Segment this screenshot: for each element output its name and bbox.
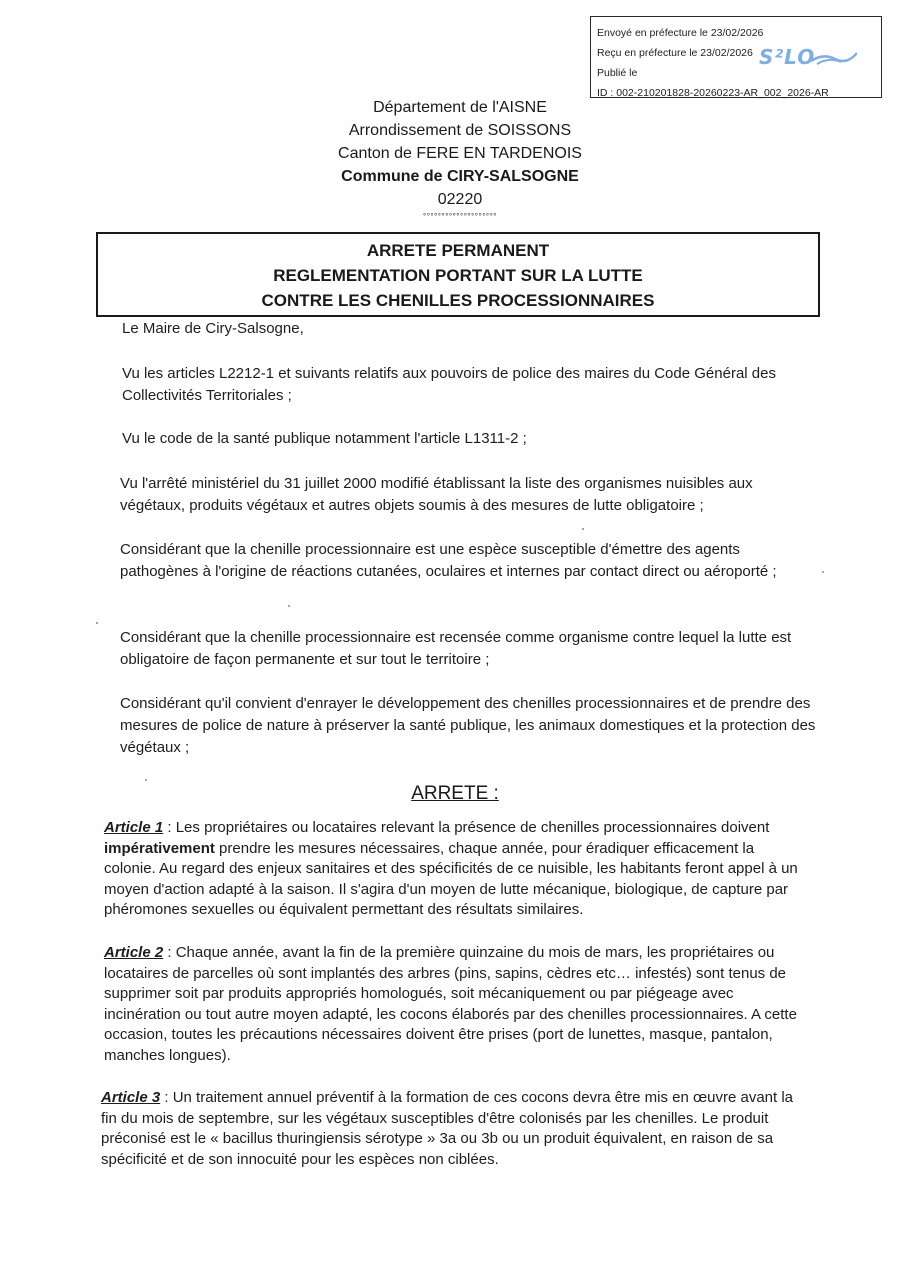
document-header: [300, 96, 620, 223]
article-3: [101, 1088, 806, 1170]
scan-speck: [145, 779, 147, 781]
vu-cgct-paragraph: Vu les articles L2212-1 et suivants relatifs aux pouvoirs de police des maires du Code Général des Collectivités Territoriales ;: [122, 365, 776, 404]
article-3-separator: :: [160, 1089, 173, 1106]
article-2: [104, 943, 809, 1066]
considerant-paragraph-3: Considérant qu'il convient d'enrayer le développement des chenilles processionnaires et de prendre des mesures de police de nature à préserver la santé publique, les animaux domestiques et la protection des végétaux ;: [120, 695, 816, 756]
postcode-line: 02220: [437, 191, 483, 208]
arrondissement-line: Arrondissement de SOISSONS: [348, 122, 572, 139]
title-line-3: CONTRE LES CHENILLES PROCESSIONNAIRES: [261, 291, 655, 310]
stamp-id-line: ID : 002-210201828-20260223-AR_002_2026-AR: [597, 87, 829, 99]
title-line-2: REGLEMENTATION PORTANT SUR LA LUTTE: [273, 266, 643, 285]
commune-line: Commune de CIRY-SALSOGNE: [341, 168, 579, 185]
s2lo-logo: [759, 45, 859, 79]
swoosh-icon: [811, 51, 857, 67]
s2lo-logo-text: S²LO: [759, 45, 816, 69]
article-3-text: Un traitement annuel préventif à la formation de ces cocons devra être mis en œuvre avant la fin du mois de septembre, sur les végétaux susceptibles d'être colonisés par les chenilles. Le produit préconisé est le « bacillus thuringiensis sérotype » 3a ou 3b ou un produit équivalent, en raison de sa spécificité et de son innocuité pour les espèces non ciblées.: [101, 1089, 794, 1168]
scan-speck: [822, 571, 824, 573]
stamp-sent-line: Envoyé en préfecture le 23/02/2026: [597, 27, 764, 39]
article-1-label: Article 1: [104, 819, 164, 836]
considerant-paragraph-2: Considérant que la chenille processionnaire est recensée comme organisme contre lequel la lutte est obligatoire de façon permanente et sur tout le territoire ;: [120, 629, 792, 668]
scan-speck: [288, 605, 290, 607]
article-1-text-before: Les propriétaires ou locataires relevant la présence de chenilles processionnaires doivent: [175, 819, 770, 836]
article-1-text-after: prendre les mesures nécessaires, chaque année, pour éradiquer efficacement la colonie. Au regard des enjeux sanitaires et des spécificités de ce nuisible, les habitants feront appel à un moyen d'action adapté à la saison. Il s'agira d'un moyen de lutte mécanique, biologique, de capture par phéromones sexuelles ou équivalent permettant des résultats similaires.: [104, 839, 798, 918]
article-1-separator: :: [163, 819, 176, 836]
department-line: Département de l'AISNE: [373, 99, 547, 116]
vu-sante-paragraph: Vu le code de la santé publique notamment l'article L1311-2 ;: [122, 430, 527, 447]
article-1-emphasis: impérativement: [104, 839, 215, 857]
title-line-1: ARRETE PERMANENT: [366, 241, 550, 260]
stamp-received-line: Reçu en préfecture le 23/02/2026: [597, 47, 753, 59]
decorative-divider: °°°°°°°°°°°°°°°°°°°°: [423, 212, 497, 221]
article-1: [104, 818, 809, 921]
prefecture-stamp: [590, 16, 882, 98]
stamp-published-line: Publié le: [597, 67, 638, 79]
title-box: [96, 232, 820, 317]
article-2-text: Chaque année, avant la fin de la première quinzaine du mois de mars, les propriétaires ou locataires de parcelles où sont implantés des arbres (pins, sapins, cèdres etc… infestés) sont tenus de supprimer soit par produits appropriés homologués, soit mécaniquement ou par piégeage avec incinération ou tout autre moyen adapté, les cocons élaborés par des chenilles processionnaires. A cette occasion, toutes les précautions nécessaires doivent être prises (port de lunettes, masque, pantalon, manches longues).: [104, 944, 797, 1064]
scan-speck: [582, 528, 584, 530]
article-2-label: Article 2: [104, 944, 164, 961]
article-3-label: Article 3: [101, 1089, 161, 1106]
maire-line: Le Maire de Ciry-Salsogne,: [122, 320, 304, 337]
scan-speck: [96, 622, 98, 624]
considerant-paragraph-1: Considérant que la chenille processionnaire est une espèce susceptible d'émettre des agents pathogènes à l'origine de réactions cutanées, oculaires et internes par contact direct ou aéroporté ;: [120, 541, 777, 580]
arrete-heading: ARRETE :: [411, 783, 499, 804]
vu-arrete-ministeriel-paragraph: Vu l'arrêté ministériel du 31 juillet 2000 modifié établissant la liste des organismes nuisibles aux végétaux, produits végétaux et autres objets soumis à des mesures de lutte obligatoire ;: [120, 475, 753, 514]
canton-line: Canton de FERE EN TARDENOIS: [338, 145, 582, 162]
article-2-separator: :: [163, 944, 176, 961]
